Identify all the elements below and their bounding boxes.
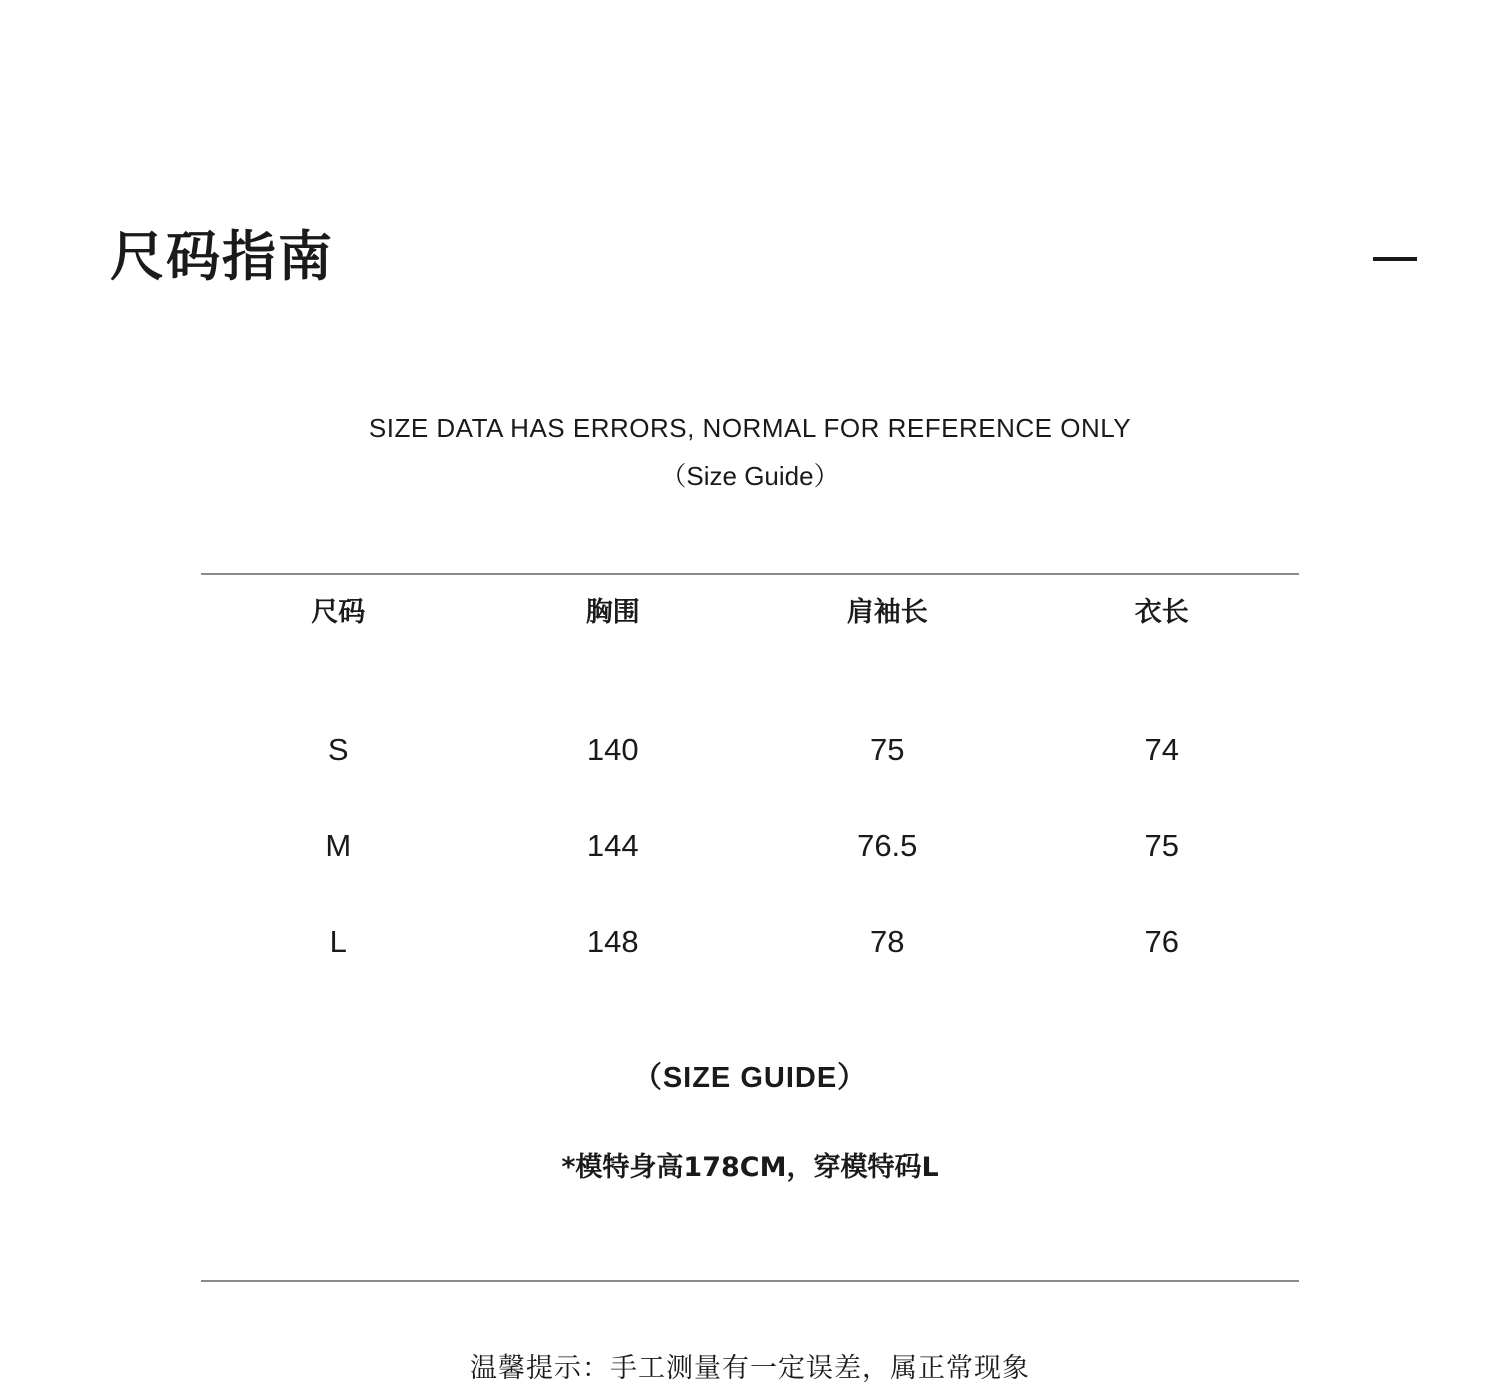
bottom-divider bbox=[201, 1280, 1299, 1282]
model-note: *模特身高178CM，穿模特码L bbox=[561, 1152, 939, 1183]
page-title: 尺码指南 bbox=[110, 225, 334, 288]
size-guide-label: （Size Guide） bbox=[660, 461, 840, 491]
table-row bbox=[201, 798, 1299, 894]
table-cell: M bbox=[325, 828, 352, 863]
column-header-length: 衣长 bbox=[1134, 597, 1189, 628]
table-row bbox=[201, 894, 1299, 990]
column-header-size: 尺码 bbox=[311, 597, 366, 628]
table-cell: 75 bbox=[870, 732, 905, 767]
column-header-shoulder-sleeve: 肩袖长 bbox=[846, 597, 928, 628]
measurement-tip: 温馨提示：手工测量有一定误差，属正常现象 bbox=[470, 1353, 1030, 1384]
table-spacer bbox=[201, 636, 1299, 702]
table-cell: 140 bbox=[586, 732, 639, 767]
table-cell: 76.5 bbox=[857, 828, 918, 863]
table-cell: L bbox=[329, 924, 347, 959]
table-cell: 78 bbox=[870, 924, 905, 959]
table-cell: 148 bbox=[586, 924, 639, 959]
size-table bbox=[201, 590, 1299, 990]
size-guide-caption: （SIZE GUIDE） bbox=[632, 1062, 868, 1094]
table-cell: 144 bbox=[586, 828, 639, 863]
table-row bbox=[201, 702, 1299, 798]
table-cell: 76 bbox=[1144, 924, 1179, 959]
size-disclaimer: SIZE DATA HAS ERRORS, NORMAL FOR REFERENCE ONLY bbox=[368, 413, 1132, 443]
column-header-chest: 胸围 bbox=[585, 597, 640, 628]
table-cell: 74 bbox=[1144, 732, 1179, 767]
collapse-toggle-button[interactable] bbox=[1372, 243, 1418, 275]
table-top-divider bbox=[201, 573, 1299, 575]
minus-icon bbox=[1373, 257, 1417, 261]
table-header-row bbox=[201, 590, 1299, 636]
table-cell: S bbox=[327, 732, 349, 767]
table-cell: 75 bbox=[1144, 828, 1179, 863]
